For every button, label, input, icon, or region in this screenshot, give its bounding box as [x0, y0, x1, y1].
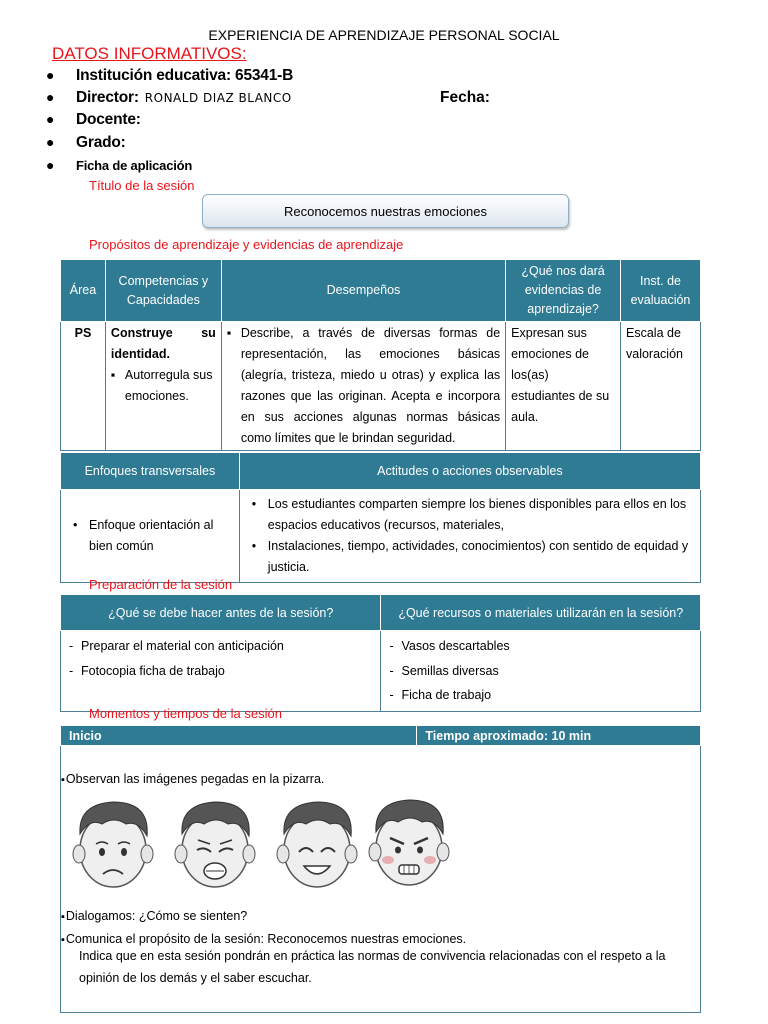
competencia-text: Construye su identidad. — [110, 326, 216, 361]
cell-competencias — [105, 322, 221, 451]
crying-face-icon — [170, 794, 260, 892]
antes-item: - Preparar el material con anticipación — [67, 634, 374, 659]
bullet-icon: ● — [46, 111, 55, 127]
document-title: EXPERIENCIA DE APRENDIZAJE PERSONAL SOCIAL — [208, 27, 560, 43]
table-row — [61, 322, 701, 451]
cell-recursos — [381, 631, 701, 712]
inicio-line-indica: Indica que en esta sesión pondrán en práctica las normas de convivencia relacionadas con el respeto a la — [79, 949, 666, 963]
propositos-header-row — [61, 260, 701, 322]
info-grado — [46, 134, 126, 152]
header-competencias: Competencias y Capacidades — [105, 260, 221, 322]
fecha-label: Fecha: — [440, 89, 490, 106]
cell-area: PS — [61, 322, 106, 451]
propositos-table — [60, 259, 701, 451]
cell-evidencia: Expresan sus emociones de los(as) estudiantes de su aula. — [506, 322, 621, 451]
enfoques-table — [60, 452, 701, 583]
info-director-label: Director: — [76, 89, 139, 106]
inicio-line-dialogamos: ▪ Dialogamos: ¿Cómo se sienten? — [61, 907, 247, 926]
info-director-value: RONALD DIAZ BLANCO — [144, 91, 292, 105]
info-institucion-label: Institución educativa: 65341-B — [76, 67, 294, 84]
bullet-icon: ● — [46, 89, 55, 105]
recurso-item: - Vasos descartables — [387, 634, 694, 659]
recurso-item: - Ficha de trabajo — [387, 683, 694, 708]
angry-face-icon — [364, 794, 454, 892]
preparacion-table — [60, 594, 701, 712]
preparacion-header-row — [61, 595, 701, 631]
session-title-box — [202, 194, 569, 228]
antes-item: - Fotocopia ficha de trabajo — [67, 659, 374, 684]
actitud-item: • Instalaciones, tiempo, actividades, conocimientos) con sentido de equidad y justicia. — [246, 536, 694, 578]
propositos-label: Propósitos de aprendizaje y evidencias de aprendizaje — [89, 237, 404, 252]
actitud-item: • Los estudiantes comparten siempre los bienes disponibles para ellos en los espacios educativos (recursos, materiales, — [246, 494, 694, 536]
table-row — [61, 631, 701, 712]
header-instrumento: Inst. de evaluación — [621, 260, 701, 322]
enfoque-text: • Enfoque orientación al bien común — [67, 515, 233, 557]
info-ficha-label: Ficha de aplicación — [76, 158, 193, 173]
info-grado-label: Grado: — [76, 134, 126, 151]
header-tiempo: Tiempo aproximado: 10 min — [417, 726, 701, 746]
session-title: Reconocemos nuestras emociones — [283, 203, 488, 219]
header-recursos: ¿Qué recursos o materiales utilizarán en la sesión? — [381, 595, 701, 631]
header-enfoques: Enfoques transversales — [61, 453, 240, 490]
inicio-line-observan: ▪ Observan las imágenes pegadas en la pizarra. — [61, 770, 324, 789]
info-director — [46, 89, 292, 107]
cell-actitudes — [239, 490, 700, 583]
capacidad-text: ▪ Autorregula sus emociones. — [111, 365, 216, 407]
header-evidencias: ¿Qué nos dará evidencias de aprendizaje? — [506, 260, 621, 322]
enfoques-header-row — [61, 453, 701, 490]
header-desempenos: Desempeños — [221, 260, 505, 322]
table-row — [61, 490, 701, 583]
info-institucion — [46, 67, 293, 85]
header-area: Área — [61, 260, 106, 322]
momentos-label: Momentos y tiempos de la sesión — [89, 706, 282, 721]
info-ficha — [46, 157, 192, 173]
info-docente — [46, 111, 141, 129]
header-antes: ¿Qué se debe hacer antes de la sesión? — [61, 595, 381, 631]
header-inicio: Inicio — [61, 726, 417, 746]
inicio-line-comunica: ▪ Comunica el propósito de la sesión: Reconocemos nuestras emociones. — [61, 930, 466, 949]
cell-enfoque — [61, 490, 240, 583]
cell-desempeno — [221, 322, 505, 451]
momentos-header-row — [61, 726, 701, 746]
titulo-sesion-label: Título de la sesión — [89, 178, 195, 193]
recurso-item: - Semillas diversas — [387, 659, 694, 684]
datos-informativos-heading: DATOS INFORMATIVOS: — [52, 44, 247, 63]
cell-antes — [61, 631, 381, 712]
cell-instrumento: Escala de valoración — [621, 322, 701, 451]
bullet-icon: ● — [46, 157, 55, 173]
bullet-icon: ● — [46, 67, 55, 83]
desempeno-text: ▪ Describe, a través de diversas formas de representación, las emociones básicas (alegría, tristeza, miedo u otras) y explica las razones que las originan. Acepta e incorpora en sus acciones algunas normas básicas como límites que le brindan seguridad. — [227, 323, 500, 449]
bullet-icon: ● — [46, 134, 55, 150]
preparacion-label: Preparación de la sesión — [89, 577, 233, 592]
sad-face-icon — [68, 794, 158, 892]
header-actitudes: Actitudes o acciones observables — [239, 453, 700, 490]
inicio-line-opinion: opinión de los demás y el saber escuchar. — [79, 971, 312, 985]
info-docente-label: Docente: — [76, 111, 141, 128]
happy-face-icon — [272, 794, 362, 892]
